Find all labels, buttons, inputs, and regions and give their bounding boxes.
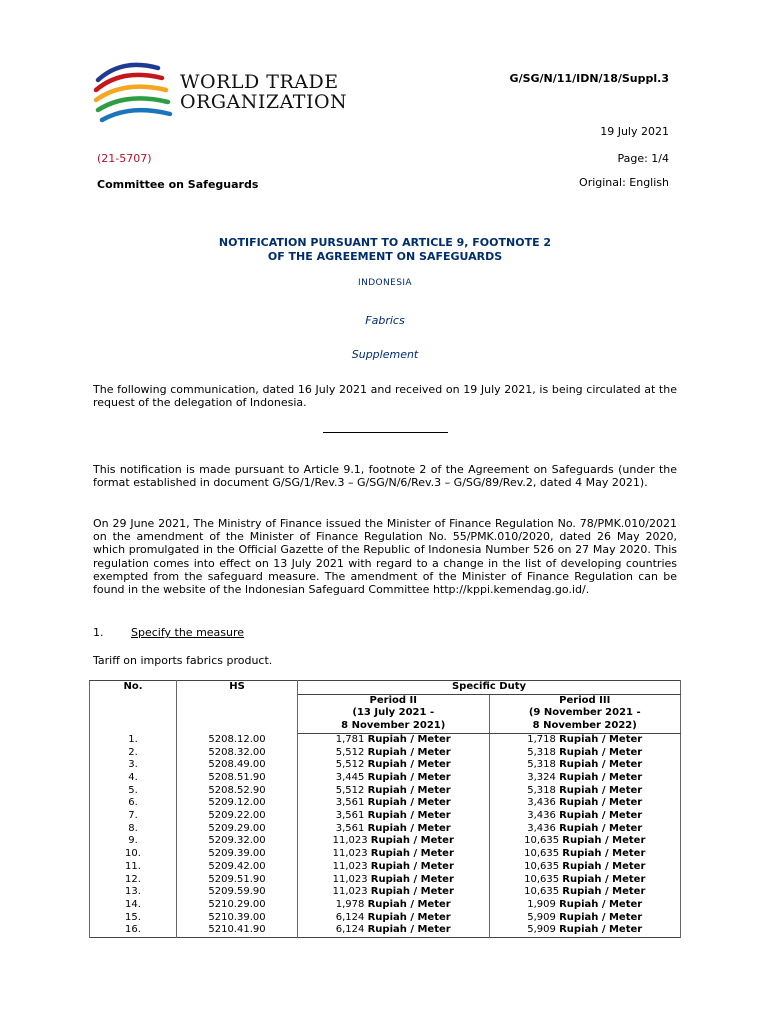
original-language: Original: English [579, 176, 669, 189]
cell-duty-p2 [298, 912, 490, 925]
cell-duty-p2 [298, 810, 490, 823]
cell-duty-p3 [489, 912, 681, 925]
title-line-1: NOTIFICATION PURSUANT TO ARTICLE 9, FOOTNOTE 2 [218, 236, 552, 249]
duty-value: 3,561 [335, 797, 365, 809]
cell-no: 3. [90, 759, 177, 772]
table-row [90, 810, 681, 823]
duty-unit: Rupiah / Meter [562, 886, 646, 898]
duty-value: 5,909 [527, 924, 556, 936]
duty-value: 5,318 [527, 784, 556, 796]
duty-value: 3,436 [527, 810, 556, 822]
page-indicator: Page: 1/4 [617, 152, 669, 165]
duty-unit: Rupiah / Meter [367, 822, 451, 834]
cell-duty-p3 [489, 785, 681, 798]
duty-value: 5,318 [527, 759, 556, 771]
supplement-label: Supplement [351, 348, 419, 361]
measure-description: Tariff on imports fabrics product. [93, 654, 273, 667]
cell-duty-p3 [489, 759, 681, 772]
cell-duty-p3 [489, 861, 681, 874]
document-symbol: G/SG/N/11/IDN/18/Suppl.3 [509, 72, 669, 85]
notification-title [97, 236, 673, 264]
cell-duty-p2 [298, 797, 490, 810]
cell-hs: 5209.22.00 [177, 810, 298, 823]
cell-duty-p3 [489, 772, 681, 785]
period-2-label: Period II [369, 694, 417, 706]
separator-line [323, 432, 448, 433]
specific-duty-table [89, 680, 681, 938]
header-period-3 [489, 694, 681, 733]
table-row [90, 861, 681, 874]
cell-duty-p2 [298, 899, 490, 912]
cell-duty-p3 [489, 797, 681, 810]
duty-unit: Rupiah / Meter [559, 810, 643, 822]
duty-unit: Rupiah / Meter [370, 886, 454, 898]
table-row [90, 835, 681, 848]
duty-unit: Rupiah / Meter [367, 924, 451, 936]
duty-unit: Rupiah / Meter [370, 860, 454, 872]
duty-unit: Rupiah / Meter [367, 898, 451, 910]
duty-value: 1,718 [527, 733, 556, 745]
table-body [90, 733, 681, 937]
duty-unit: Rupiah / Meter [562, 860, 646, 872]
committee-name: Committee on Safeguards [97, 178, 259, 191]
duty-unit: Rupiah / Meter [367, 759, 451, 771]
period-2-end: 8 November 2021) [341, 720, 446, 732]
cell-no: 15. [90, 912, 177, 925]
duty-unit: Rupiah / Meter [367, 911, 451, 923]
cell-duty-p2 [298, 747, 490, 760]
table-row [90, 886, 681, 899]
duty-value: 5,318 [527, 746, 556, 758]
cell-duty-p2 [298, 924, 490, 937]
period-2-start: (13 July 2021 - [352, 707, 435, 719]
cell-duty-p3 [489, 924, 681, 937]
table-row [90, 848, 681, 861]
cell-duty-p3 [489, 747, 681, 760]
duty-value: 1,781 [335, 733, 365, 745]
cell-hs: 5209.39.00 [177, 848, 298, 861]
cell-duty-p3 [489, 874, 681, 887]
cell-no: 10. [90, 848, 177, 861]
duty-unit: Rupiah / Meter [367, 810, 451, 822]
table-row [90, 785, 681, 798]
duty-value: 6,124 [335, 911, 365, 923]
duty-unit: Rupiah / Meter [559, 822, 643, 834]
duty-unit: Rupiah / Meter [559, 746, 643, 758]
section-number: 1. [93, 626, 104, 639]
duty-value: 3,324 [527, 771, 556, 783]
header-specific-duty: Specific Duty [298, 681, 681, 695]
cell-duty-p2 [298, 759, 490, 772]
cell-hs: 5209.29.00 [177, 823, 298, 836]
cell-duty-p3 [489, 899, 681, 912]
title-line-2: OF THE AGREEMENT ON SAFEGUARDS [267, 250, 503, 263]
header-hs: HS [177, 681, 298, 734]
duty-value: 3,436 [527, 797, 556, 809]
table-row [90, 733, 681, 746]
table-row [90, 772, 681, 785]
cell-hs: 5209.42.00 [177, 861, 298, 874]
cell-duty-p2 [298, 772, 490, 785]
duty-unit: Rupiah / Meter [559, 784, 643, 796]
cell-duty-p3 [489, 733, 681, 746]
regulation-paragraph: On 29 June 2021, The Ministry of Finance issued the Minister of Finance Regulation No. 78/PMK.010/2021 on the amendment of the Minister of Finance Regulation No. 55/PMK.010/2020, dated 26 May 2020, which promulgated in the Official Gazette of the Republic of Indonesia Number 526 on 27 May 2020. This regulation comes into effect on 13 July 2021 with regard to a change in the list of developing countries exempted from the safeguard measure. The amendment of the Minister of Finance Regulation can be found in the website of the Indonesian Safeguard Committee http://kppi.kemendag.go.id/. [93, 517, 677, 597]
cell-no: 5. [90, 785, 177, 798]
duty-unit: Rupiah / Meter [559, 797, 643, 809]
cell-no: 14. [90, 899, 177, 912]
cell-no: 9. [90, 835, 177, 848]
cell-no: 13. [90, 886, 177, 899]
wto-wordmark-line2: ORGANIZATION [180, 91, 348, 113]
duty-unit: Rupiah / Meter [559, 898, 643, 910]
cell-duty-p2 [298, 848, 490, 861]
duty-value: 3,561 [335, 810, 365, 822]
cell-no: 2. [90, 747, 177, 760]
cell-no: 6. [90, 797, 177, 810]
cell-hs: 5208.52.90 [177, 785, 298, 798]
cell-hs: 5209.12.00 [177, 797, 298, 810]
period-3-label: Period III [559, 694, 611, 706]
cell-hs: 5208.49.00 [177, 759, 298, 772]
duty-unit: Rupiah / Meter [367, 771, 451, 783]
duty-value: 11,023 [332, 886, 368, 898]
table-row [90, 924, 681, 937]
cell-hs: 5208.51.90 [177, 772, 298, 785]
table-row [90, 823, 681, 836]
duty-value: 5,512 [335, 759, 365, 771]
period-3-end: 8 November 2022) [532, 720, 637, 732]
duty-value: 1,978 [335, 898, 365, 910]
duty-value: 6,124 [335, 924, 365, 936]
duty-value: 5,512 [335, 784, 365, 796]
duty-value: 5,909 [527, 911, 556, 923]
table-row [90, 899, 681, 912]
cell-duty-p2 [298, 823, 490, 836]
cell-hs: 5209.51.90 [177, 874, 298, 887]
intro-paragraph: The following communication, dated 16 July 2021 and received on 19 July 2021, is being circulated at the request of the delegation of Indonesia. [93, 383, 677, 410]
cell-hs: 5208.32.00 [177, 747, 298, 760]
duty-unit: Rupiah / Meter [562, 848, 646, 860]
cell-hs: 5209.59.90 [177, 886, 298, 899]
cell-no: 11. [90, 861, 177, 874]
duty-unit: Rupiah / Meter [370, 835, 454, 847]
cell-no: 8. [90, 823, 177, 836]
cell-duty-p3 [489, 810, 681, 823]
cell-no: 7. [90, 810, 177, 823]
cell-no: 1. [90, 733, 177, 746]
cell-no: 12. [90, 874, 177, 887]
cell-no: 4. [90, 772, 177, 785]
cell-duty-p2 [298, 835, 490, 848]
table-row [90, 797, 681, 810]
duty-value: 3,445 [335, 771, 365, 783]
duty-unit: Rupiah / Meter [562, 835, 646, 847]
cell-hs: 5210.41.90 [177, 924, 298, 937]
document-number: (21-5707) [97, 152, 152, 165]
cell-duty-p3 [489, 848, 681, 861]
table-row [90, 912, 681, 925]
duty-unit: Rupiah / Meter [559, 733, 643, 745]
period-3-start: (9 November 2021 - [528, 707, 641, 719]
duty-unit: Rupiah / Meter [559, 759, 643, 771]
document-date: 19 July 2021 [600, 125, 669, 138]
duty-value: 11,023 [332, 835, 368, 847]
cell-hs: 5209.32.00 [177, 835, 298, 848]
cell-duty-p2 [298, 785, 490, 798]
duty-unit: Rupiah / Meter [367, 746, 451, 758]
duty-unit: Rupiah / Meter [367, 784, 451, 796]
duty-unit: Rupiah / Meter [370, 873, 454, 885]
duty-unit: Rupiah / Meter [559, 911, 643, 923]
duty-value: 3,561 [335, 822, 365, 834]
cell-duty-p2 [298, 861, 490, 874]
cell-duty-p2 [298, 874, 490, 887]
wto-wordmark-line1: WORLD TRADE [180, 71, 339, 93]
duty-unit: Rupiah / Meter [367, 797, 451, 809]
duty-value: 5,512 [335, 746, 365, 758]
duty-value: 11,023 [332, 873, 368, 885]
header-period-2 [298, 694, 490, 733]
cell-hs: 5210.29.00 [177, 899, 298, 912]
cell-no: 16. [90, 924, 177, 937]
cell-hs: 5208.12.00 [177, 733, 298, 746]
duty-value: 11,023 [332, 860, 368, 872]
table-row [90, 759, 681, 772]
duty-unit: Rupiah / Meter [559, 924, 643, 936]
duty-unit: Rupiah / Meter [559, 771, 643, 783]
table-row [90, 747, 681, 760]
duty-value: 1,909 [527, 898, 556, 910]
duty-value: 3,436 [527, 822, 556, 834]
notification-basis-paragraph: This notification is made pursuant to Article 9.1, footnote 2 of the Agreement on Safeguards (under the format established in document G/SG/1/Rev.3 – G/SG/N/6/Rev.3 – G/SG/89/Rev.2, dated 4 May 2021). [93, 463, 677, 490]
header-no: No. [90, 681, 177, 734]
cell-duty-p3 [489, 835, 681, 848]
cell-duty-p2 [298, 886, 490, 899]
duty-value: 10,635 [524, 886, 560, 898]
wto-wordmark [180, 72, 347, 112]
table-row [90, 874, 681, 887]
duty-value: 10,635 [524, 848, 560, 860]
duty-unit: Rupiah / Meter [370, 848, 454, 860]
cell-hs: 5210.39.00 [177, 912, 298, 925]
product-name: Fabrics [365, 314, 405, 327]
cell-duty-p3 [489, 886, 681, 899]
duty-value: 10,635 [524, 873, 560, 885]
cell-duty-p2 [298, 733, 490, 746]
duty-unit: Rupiah / Meter [562, 873, 646, 885]
section-title: Specify the measure [131, 626, 245, 639]
duty-unit: Rupiah / Meter [367, 733, 451, 745]
duty-value: 11,023 [332, 848, 368, 860]
member-name: INDONESIA [358, 278, 412, 288]
duty-value: 10,635 [524, 860, 560, 872]
duty-value: 10,635 [524, 835, 560, 847]
cell-duty-p3 [489, 823, 681, 836]
